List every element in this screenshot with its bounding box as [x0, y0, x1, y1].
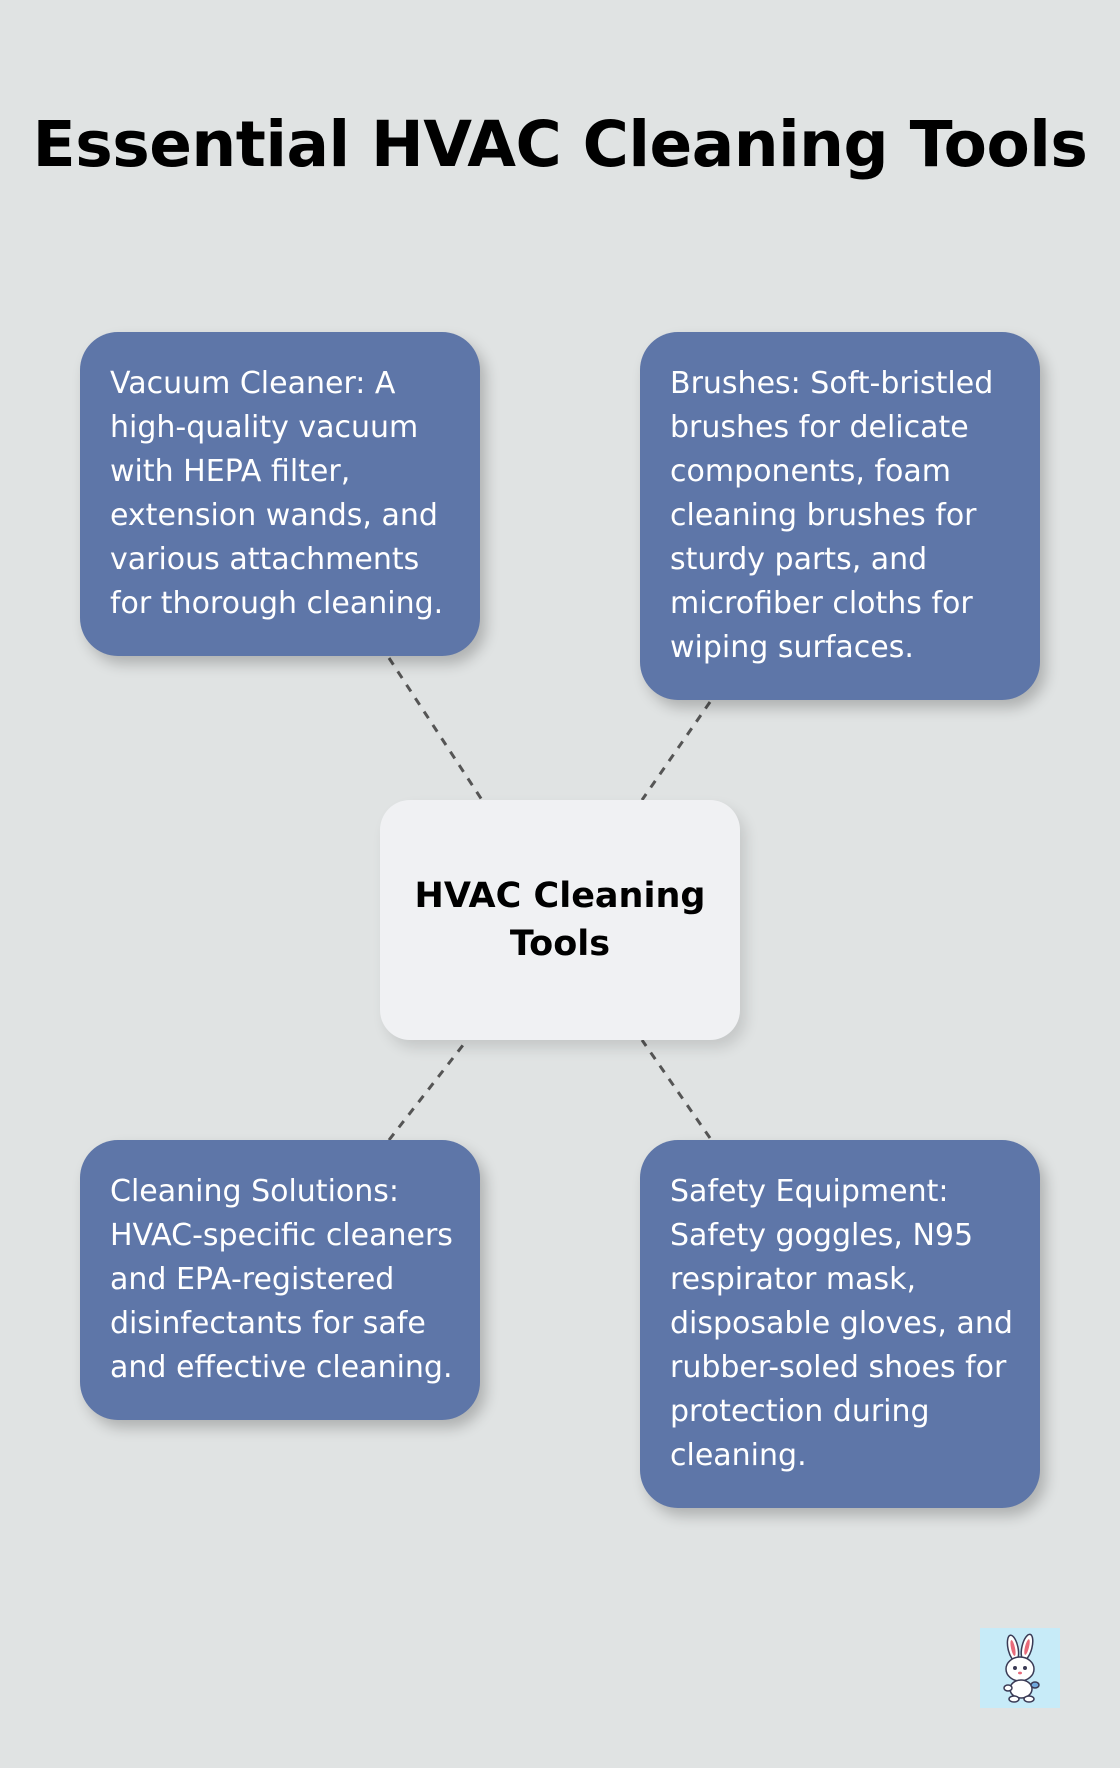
card-vacuum-cleaner: Vacuum Cleaner: A high-quality vacuum with HEPA filter, extension wands, and various attachments for thorough cleaning. — [80, 332, 480, 656]
center-node — [380, 800, 740, 1040]
page-title: Essential HVAC Cleaning Tools — [32, 108, 1088, 181]
connector-solutions — [389, 1040, 467, 1140]
center-node-label: HVAC Cleaning Tools — [414, 876, 706, 964]
card-cleaning-solutions: Cleaning Solutions: HVAC-specific cleaners and EPA-registered disinfectants for safe and effective cleaning. — [80, 1140, 480, 1420]
card-brushes: Brushes: Soft-bristled brushes for delicate components, foam cleaning brushes for sturdy parts, and microfiber cloths for wiping surfaces. — [640, 332, 1040, 700]
connector-safety — [642, 1040, 710, 1138]
rabbit-mascot-icon — [980, 1628, 1060, 1708]
connector-vacuum — [389, 658, 482, 800]
card-safety-equipment: Safety Equipment: Safety goggles, N95 respirator mask, disposable gloves, and rubber-soled shoes for protection during cleaning. — [640, 1140, 1040, 1508]
connector-brushes — [642, 702, 710, 800]
